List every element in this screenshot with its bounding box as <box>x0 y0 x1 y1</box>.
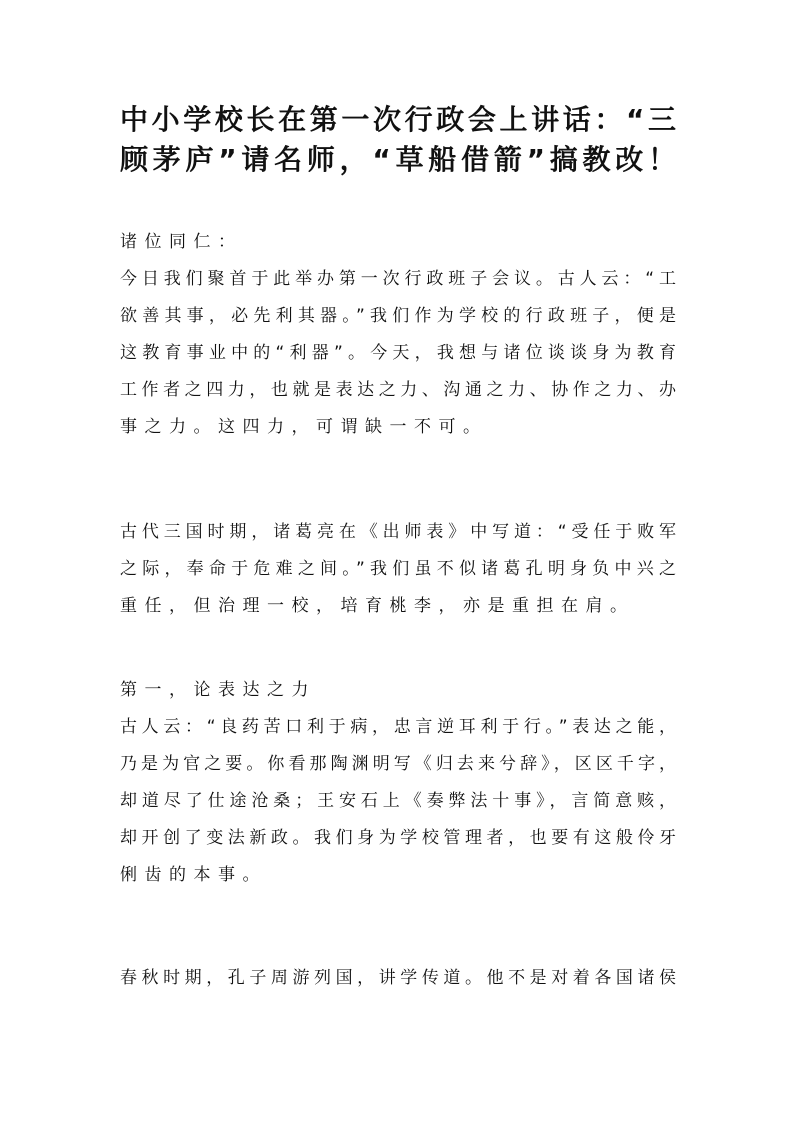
text-line: 俐齿的本事。 <box>120 865 267 885</box>
text-line: 这教育事业中的“利器”。今天，我想与诸位谈谈身为教育 <box>120 343 676 363</box>
intro-paragraph <box>120 224 676 446</box>
title-line: 中小学校长在第一次行政会上讲话：“三 <box>120 103 676 136</box>
text-line: 今日我们聚首于此举办第一次行政班子会议。古人云：“工 <box>120 269 676 289</box>
text-line: 乃是为官之要。你看那陶渊明写《归去来兮辞》，区区千字， <box>120 754 676 774</box>
text-line: 工作者之四力，也就是表达之力、沟通之力、协作之力、办 <box>120 380 676 400</box>
salutation: 诸位同仁： <box>120 232 243 252</box>
text-line: 事之力。这四力，可谓缺一不可。 <box>120 417 488 437</box>
confucius-paragraph <box>120 960 676 997</box>
text-line: 古代三国时期，诸葛亮在《出师表》中写道：“受任于败军 <box>120 522 676 542</box>
section-heading: 第一，论表达之力 <box>120 680 316 700</box>
document-title <box>120 100 676 180</box>
text-line: 春秋时期，孔子周游列国，讲学传道。他不是对着各国诸侯 <box>120 968 676 988</box>
text-line: 古人云：“良药苦口利于病，忠言逆耳利于行。”表达之能， <box>120 717 676 737</box>
text-line: 却道尽了仕途沧桑；王安石上《奏弊法十事》，言简意赅， <box>120 791 676 811</box>
three-kingdoms-paragraph <box>120 514 676 625</box>
text-line: 重任，但治理一校，培育桃李，亦是重担在肩。 <box>120 596 635 616</box>
text-line: 欲善其事，必先利其器。”我们作为学校的行政班子，便是 <box>120 306 676 326</box>
title-line: 顾茅庐”请名师，“草船借箭”搞教改！ <box>120 143 676 176</box>
text-line: 却开创了变法新政。我们身为学校管理者，也要有这般伶牙 <box>120 828 676 848</box>
text-line: 之际，奉命于危难之间。”我们虽不似诸葛孔明身负中兴之 <box>120 559 676 579</box>
expression-section <box>120 672 676 894</box>
